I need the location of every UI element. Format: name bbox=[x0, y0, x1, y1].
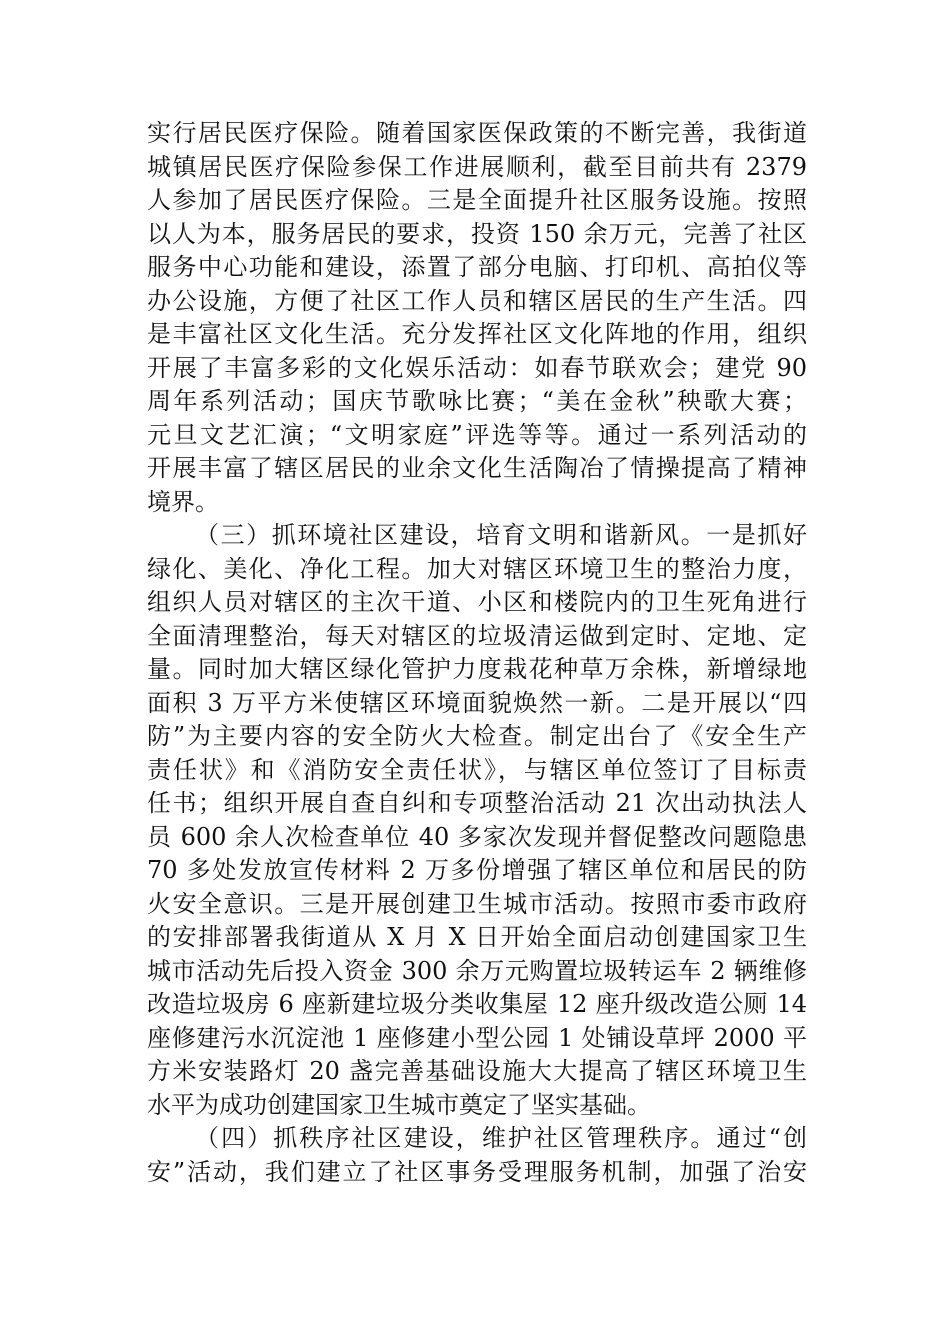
text-line: 量。同时加大辖区绿化管护力度栽花种草万余株，新增绿地 bbox=[147, 655, 807, 683]
text-line: 开展丰富了辖区居民的业余文化生活陶冶了情操提高了精神 bbox=[147, 454, 807, 482]
text-line: 城镇居民医疗保险参保工作进展顺利，截至目前共有 2379 bbox=[147, 152, 807, 181]
text-line: 员 600 余人次检查单位 40 多家次发现并督促整改问题隐患 bbox=[147, 822, 807, 851]
text-line: 境界。 bbox=[147, 487, 219, 516]
text-line: 火安全意识。三是开展创建卫生城市活动。按照市委市政府 bbox=[147, 889, 807, 918]
text-line: 人参加了居民医疗保险。三是全面提升社区服务设施。按照 bbox=[147, 186, 807, 214]
text-line: 座修建污水沉淀池 1 座修建小型公园 1 处铺设草坪 2000 平 bbox=[147, 1023, 807, 1052]
text-line: 面积 3 万平方米使辖区环境面貌焕然一新。二是开展以“四 bbox=[147, 688, 807, 717]
text-line: 实行居民医疗保险。随着国家医保政策的不断完善，我街道 bbox=[147, 119, 807, 147]
text-line: 服务中心功能和建设，添置了部分电脑、打印机、高拍仪等 bbox=[147, 253, 807, 281]
text-line: 防”为主要内容的安全防火大检查。制定出台了《安全生产 bbox=[147, 722, 807, 750]
text-line: 的安排部署我街道从 X 月 X 日开始全面启动创建国家卫生 bbox=[147, 923, 807, 951]
section-heading-line: （三）抓环境社区建设，培育文明和谐新风。一是抓好 bbox=[195, 521, 807, 549]
text-line: 办公设施，方便了社区工作人员和辖区居民的生产生活。四 bbox=[147, 286, 807, 315]
text-line: 任书；组织开展自查自纠和专项整治活动 21 次出动执法人 bbox=[147, 789, 807, 817]
text-line: 以人为本，服务居民的要求，投资 150 余万元，完善了社区 bbox=[147, 219, 807, 248]
text-line: 方米安装路灯 20 盏完善基础设施大大提高了辖区环境卫生 bbox=[147, 1057, 807, 1085]
text-line: 城市活动先后投入资金 300 余万元购置垃圾转运车 2 辆维修 bbox=[147, 956, 807, 985]
text-line: 改造垃圾房 6 座新建垃圾分类收集屋 12 座升级改造公厕 14 bbox=[147, 990, 807, 1018]
text-line: 是丰富社区文化生活。充分发挥社区文化阵地的作用，组织 bbox=[147, 320, 807, 348]
text-line: 开展了丰富多彩的文化娱乐活动：如春节联欢会；建党 90 bbox=[147, 353, 807, 382]
text-line: 周年系列活动；国庆节歌咏比赛；“美在金秋”秧歌大赛； bbox=[147, 387, 807, 415]
text-line: 组织人员对辖区的主次干道、小区和楼院内的卫生死角进行 bbox=[147, 588, 807, 616]
text-line: 水平为成功创建国家卫生城市奠定了坚实基础。 bbox=[147, 1090, 651, 1119]
text-line: 绿化、美化、净化工程。加大对辖区环境卫生的整治力度， bbox=[147, 554, 807, 583]
text-line: 责任状》和《消防安全责任状》，与辖区单位签订了目标责 bbox=[147, 755, 807, 784]
section-heading-line: （四）抓秩序社区建设，维护社区管理秩序。通过“创 bbox=[195, 1124, 807, 1152]
text-line: 全面清理整治，每天对辖区的垃圾清运做到定时、定地、定 bbox=[147, 621, 807, 650]
text-line: 元旦文艺汇演；“文明家庭”评选等等。通过一系列活动的 bbox=[147, 420, 807, 449]
text-line: 安”活动，我们建立了社区事务受理服务机制，加强了治安 bbox=[147, 1157, 807, 1186]
text-line: 70 多处发放宣传材料 2 万多份增强了辖区单位和居民的防 bbox=[147, 856, 807, 884]
body-text bbox=[147, 117, 807, 1189]
